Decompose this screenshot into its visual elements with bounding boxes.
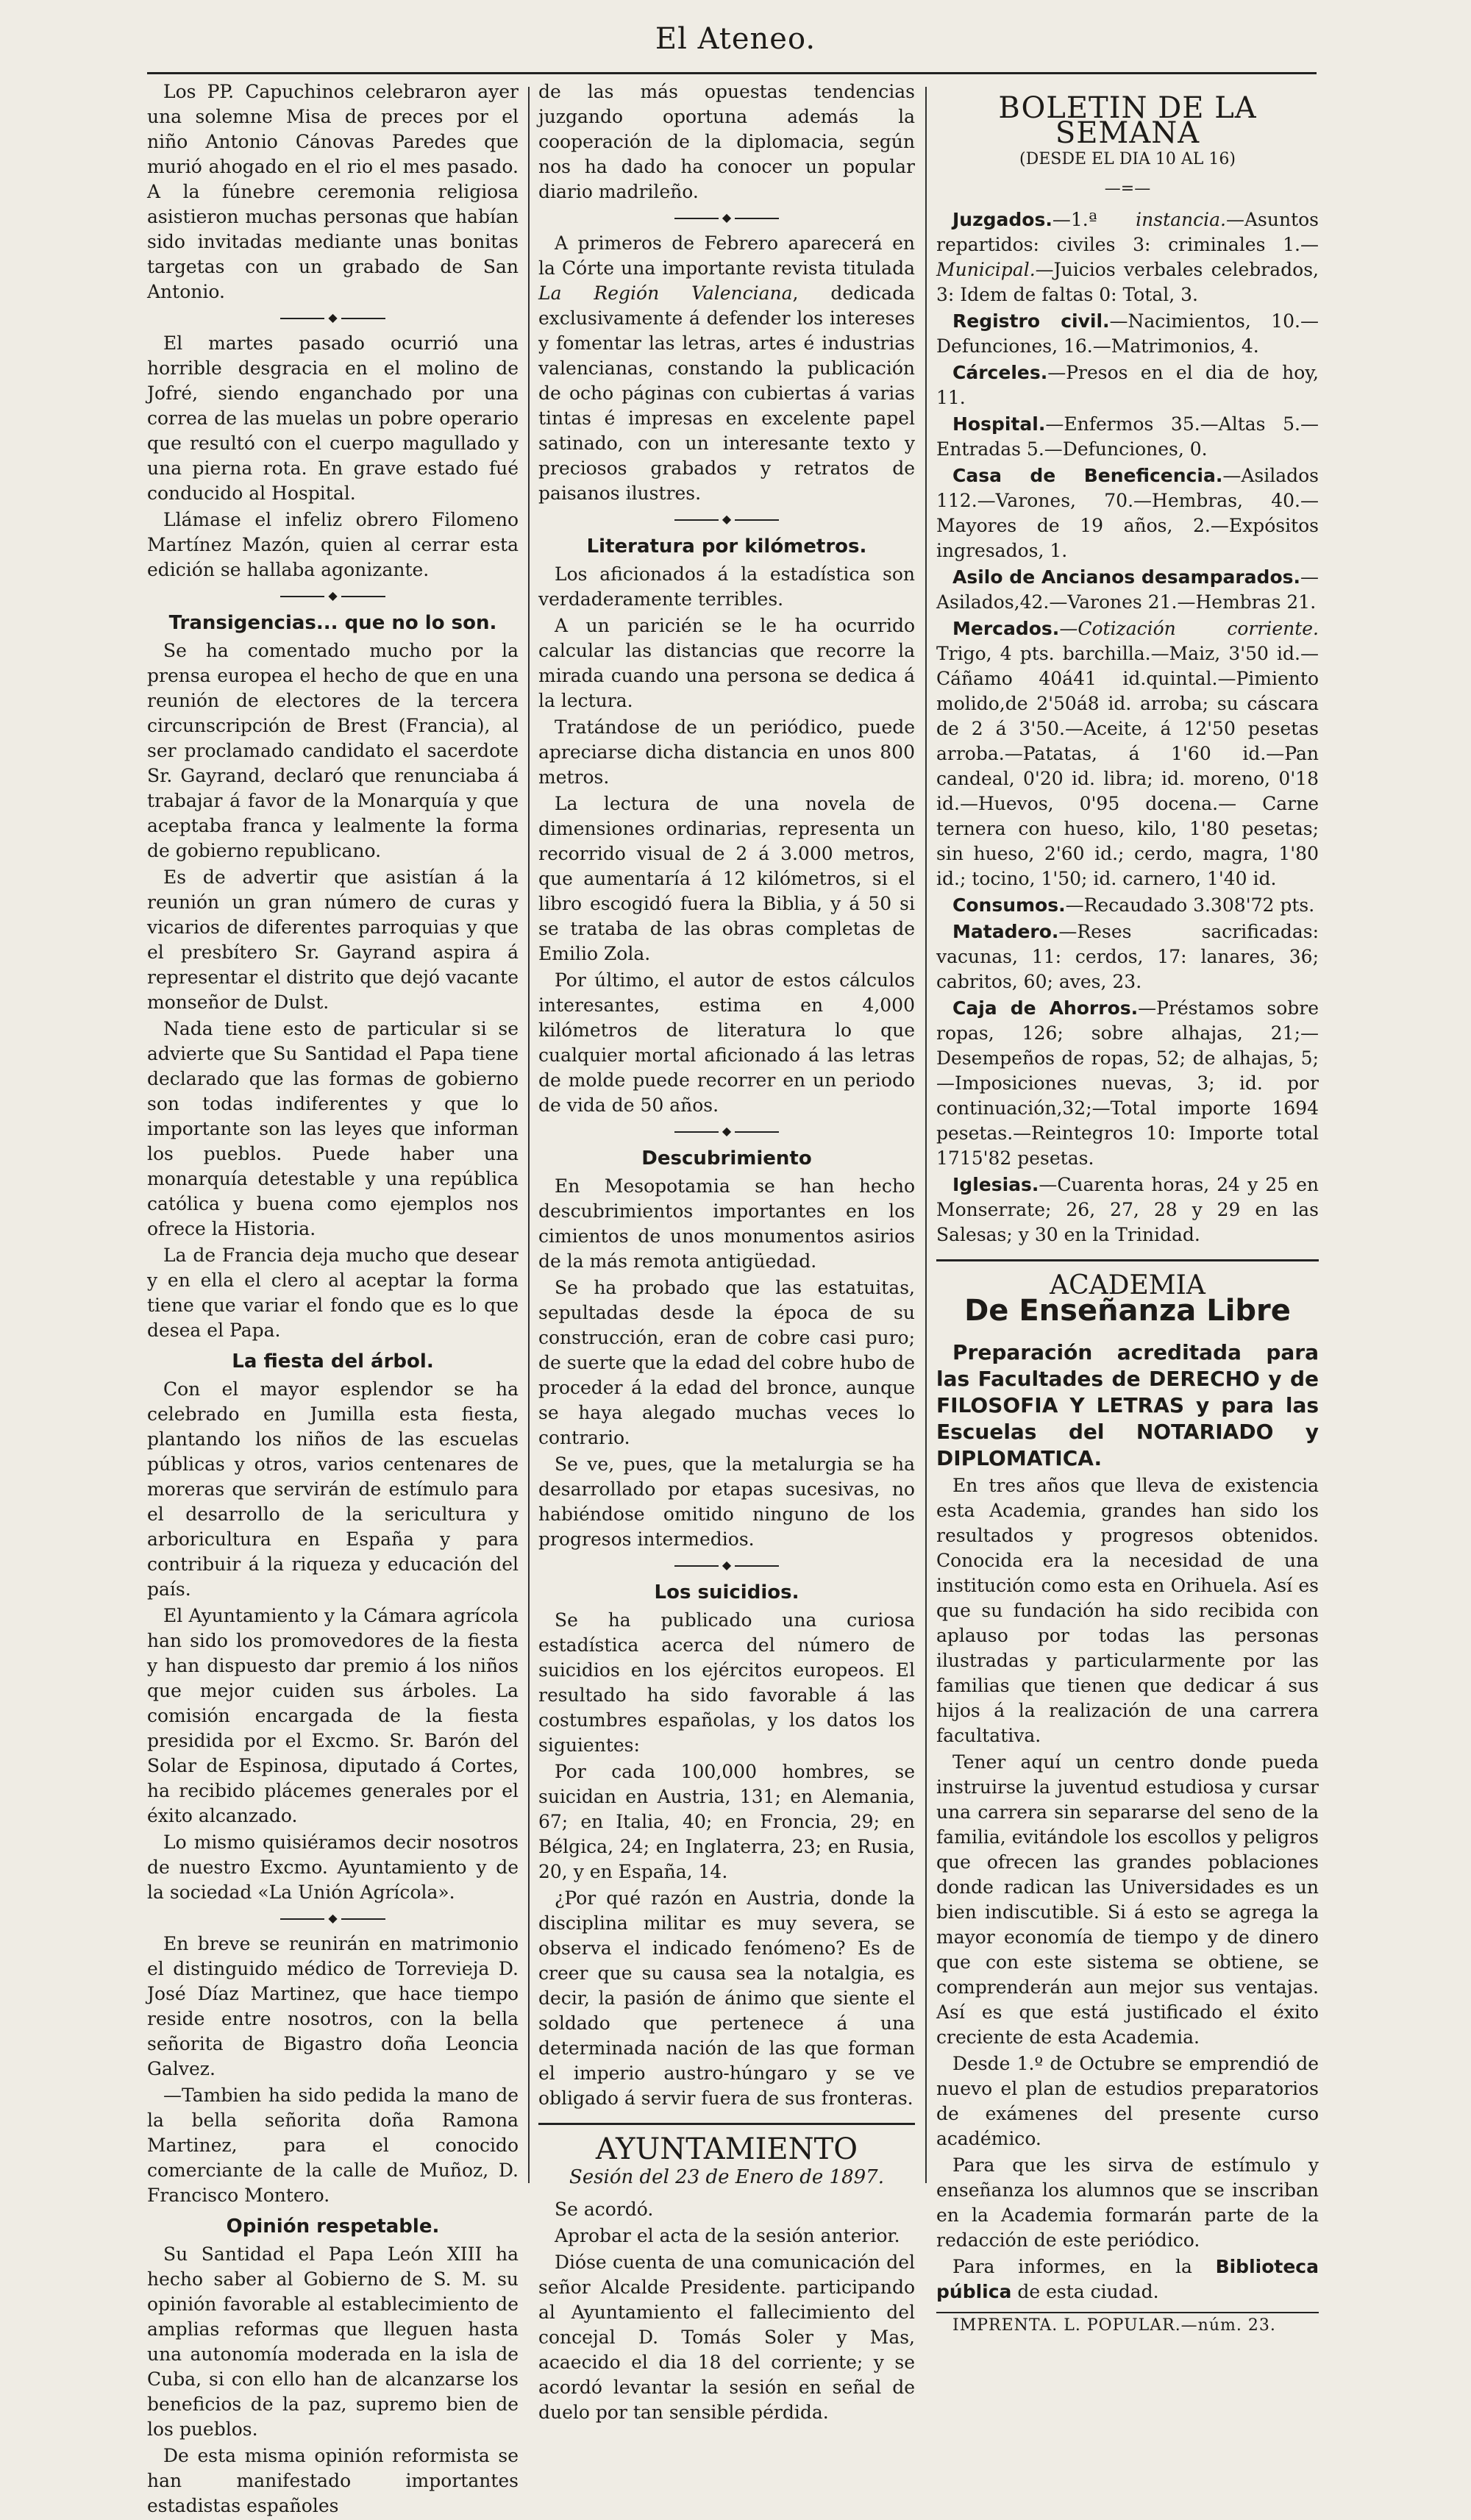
article-descubrimiento-p1: En Mesopotamia se han hecho descubrimientos importantes en los cimientos de unos monumentos asirios de la más remota antigüedad.	[538, 1175, 915, 1272]
session-date: Sesión del 23 de Enero de 1897.	[569, 2166, 884, 2188]
news-accident: El martes pasado ocurrió una horrible desgracia en el molino de Jofré, siendo enganchado por una correa de las muelas un pobre operario que resultó con el cuerpo magullado y una pierna rota. En grave estado fué conducido al Hospital.	[147, 332, 519, 504]
ayuntamiento-p1: Se acordó.	[555, 2199, 654, 2220]
academia-p1: En tres años que lleva de existencia esta Academia, grandes han sido los resultados y progresos obtenidos. Conocida era la necesidad de una institución como esta en Orihuela. Así es que su fundación ha sido recibida con aplauso por todas las personas ilustradas y particularmente por las familias que tienen que dedicar á sus hijos á la realización de una carrera facultativa.	[936, 1475, 1319, 1746]
news-matrimonio: En breve se reunirán en matrimonio el distinguido médico de Torrevieja D. José Díaz Martinez, que hace tiempo reside entre nosotros, con la bella señorita de Bigastro doña Leoncia Galvez.	[147, 1933, 519, 2079]
masthead-rule	[147, 72, 1317, 74]
separator-ornament: ◆	[538, 1556, 915, 1574]
academia-p3: Desde 1.º de Octubre se emprendió de nuevo el plan de estudios preparatorios de exámenes del presente curso académico.	[936, 2053, 1319, 2149]
ayuntamiento-p2: Aprobar el acta de la sesión anterior.	[555, 2225, 900, 2246]
boletin-asilo: Asilo de Ancianos desamparados.—Asilados,42.—Varones 21.—Hembras 21.	[936, 566, 1319, 613]
separator-ornament: ◆	[538, 510, 915, 528]
article-literatura-p1: Los aficionados á la estadística son verdaderamente terribles.	[538, 563, 915, 610]
boletin-matadero: Matadero.—Reses sacrificadas: vacunas, 11: cerdos, 17: lanares, 36; cabritos, 60; aves, 23.	[936, 921, 1319, 992]
separator-ornament: ◆	[147, 309, 519, 327]
imprint: IMPRENTA. L. POPULAR.—núm. 23.	[952, 2316, 1276, 2335]
boletin-carceles: Cárceles.—Presos en el dia de hoy, 11.	[936, 362, 1319, 408]
boletin-consumos: Consumos.—Recaudado 3.308'72 pts.	[952, 894, 1315, 916]
article-fiesta-p2: El Ayuntamiento y la Cámara agrícola han sido los promovedores de la fiesta y han dispuesto dar premio á los niños que mejor cuiden sus árboles. La comisión encargada de la fiesta presidida por el Excmo. Sr. Barón del Solar de Espinosa, diputado á Cortes, ha recibido plácemes generales por el éxito alcanzado.	[147, 1605, 519, 1826]
boletin-iglesias: Iglesias.—Cuarenta horas, 24 y 25 en Monserrate; 26, 27, 28 y 29 en las Salesas; y 30 en la Trinidad.	[936, 1174, 1319, 1245]
masthead-title: El Ateneo.	[655, 22, 816, 56]
boletin-juzgados: Juzgados.—1.ª instancia.—Asuntos repartidos: civiles 3: criminales 1.—Municipal.—Juicios verbales celebrados, 3: Idem de faltas 0: Total, 3.	[936, 209, 1319, 305]
academia-p2: Tener aquí un centro donde pueda instruirse la juventud estudiosa y cursar una carrera sin separarse del seno de la familia, evitándole los escollos y peligros que ofrecen las grandes poblaciones donde radican las Universidades es un bien indiscutible. Si á esto se agrega la mayor economía de tiempo y de dinero que con este sistema se obtiene, se comprenderán aun mejor sus ventajas. Así es que está justificado el éxito creciente de esta Academia.	[936, 1751, 1319, 2048]
boletin-hospital: Hospital.—Enfermos 35.—Altas 5.—Entradas 5.—Defunciones, 0.	[936, 413, 1319, 460]
section-rule	[936, 1259, 1319, 1261]
article-descubrimiento-p3: Se ve, pues, que la metalurgia se ha desarrollado por etapas sucesivas, no habiéndose omitido ninguno de los progresos intermedios.	[538, 1453, 915, 1550]
column-1	[147, 79, 519, 2520]
article-fiesta-p3: Lo mismo quisiéramos decir nosotros de nuestro Excmo. Ayuntamiento y de la sociedad «La Unión Agrícola».	[147, 1832, 519, 1903]
separator-ornament: ◆	[147, 1909, 519, 1927]
column-divider	[925, 87, 927, 2183]
article-transigencias-p1: Se ha comentado mucho por la prensa europea el hecho de que en una reunión de electores de la tercera circunscripción de Brest (Francia), al ser proclamado candidato el sacerdote Sr. Gayrand, declaró que renunciaba á trabajar á favor de la Monarquía y que aceptaba franca y lealmente la forma de gobierno republicano.	[147, 640, 519, 861]
article-literatura-p5: Por último, el autor de estos cálculos interesantes, estima en 4,000 kilómetros de literatura lo que cualquier mortal aficionado á las letras de molde puede recorrer en un periodo de vida de 50 años.	[538, 969, 915, 1116]
article-opinion-continued: de las más opuestas tendencias juzgando oportuna además la cooperación de la diplomacia, según nos ha dado ha conocer un popular diario madrileño.	[538, 81, 915, 202]
boletin-registro: Registro civil.—Nacimientos, 10.—Defunciones, 16.—Matrimonios, 4.	[936, 310, 1319, 357]
article-suicidios-p1: Se ha publicado una curiosa estadística acerca del número de suicidios en los ejércitos europeos. El resultado ha sido favorable á las costumbres españolas, y los datos los siguientes:	[538, 1609, 915, 1756]
news-accident-victim: Llámase el infeliz obrero Filomeno Martínez Mazón, quien al cerrar esta edición se hallaba agonizante.	[147, 509, 519, 580]
news-capuchinos: Los PP. Capuchinos celebraron ayer una solemne Misa de preces por el niño Antonio Cánovas Paredes que murió ahogado en el rio el mes pasado. A la fúnebre ceremonia religiosa asistieron muchas personas que habían sido invitadas mediante unas bonitas targetas con un grabado de San Antonio.	[147, 81, 519, 302]
ayuntamiento-p3: Dióse cuenta de una comunicación del señor Alcalde Presidente. participando al Ayuntamiento el fallecimiento del concejal D. Tomás Soler y Mas, acaecido el dia 18 del corriente; y se acordó levantar la sesión en señal de duelo por tan sensible pérdida.	[538, 2252, 915, 2423]
heading-suicidios: Los suicidios.	[654, 1581, 799, 1604]
article-suicidios-p2: Por cada 100,000 hombres, se suicidan en Austria, 131; en Alemania, 67; en Italia, 40; en Froncia, 29; en Bélgica, 24; en Inglaterra, 23; en Rusia, 20, y en España, 14.	[538, 1761, 915, 1882]
boletin-caja-ahorros: Caja de Ahorros.—Préstamos sobre ropas, 126; sobre alhajas, 21;—Desempeños de ropas, 52; de alhajas, 5;—Imposiciones nuevas, 3; id. por continuación,32;—Total importe 1694 pesetas.—Reintegros 10: Importe total 1715'82 pesetas.	[936, 997, 1319, 1169]
article-transigencias-p2: Es de advertir que asistían á la reunión un gran número de curas y vicarios de diferentes parroquias y que el presbítero Sr. Gayrand aspira á representar el distrito que dejó vacante monseñor de Dulst.	[147, 866, 519, 1013]
news-revista: A primeros de Febrero aparecerá en la Córte una importante revista titulada La Región Valenciana, dedicada exclusivamente á defender los intereses y fomentar las letras, artes é industrias valencianas, constando la publicación de ocho páginas con cubiertas á varias tintas é impresas en excelente papel satinado, con un interesante texto y preciosos grabados y retratos de paisanos ilustres.	[538, 232, 915, 504]
column-3	[936, 79, 1319, 2340]
separator-ornament: ◆	[147, 587, 519, 605]
article-suicidios-p3: ¿Por qué razón en Austria, donde la disciplina militar es muy severa, se observa el indicado fenómeno? Es de creer que su causa sea la notalgia, es decir, la pasión de ánimo que siente el soldado que pertenece á una determinada nación de las que forman el imperio austro-húngaro y se ve obligado á servir fuera de sus fronteras.	[538, 1887, 915, 2109]
article-fiesta-p1: Con el mayor esplendor se ha celebrado en Jumilla esta fiesta, plantando los niños de las escuelas públicas y otros, varios centenares de moreras que servirán de estímulo para el desarrollo de la sericultura y arboricultura en España y para contribuir á la riqueza y educación del país.	[147, 1378, 519, 1600]
article-opinion-p2: De esta misma opinión reformista se han manifestado importantes estadistas españoles	[147, 2445, 519, 2516]
separator-ornament: ◆	[538, 209, 915, 227]
heading-academia: ACADEMIA	[1050, 1270, 1205, 1300]
academia-preparacion: Preparación acreditada para las Facultades de DERECHO y de FILOSOFIA Y LETRAS y para las Escuelas del NOTARIADO y DIPLOMATICA.	[936, 1340, 1319, 1470]
heading-descubrimiento: Descubrimiento	[641, 1147, 812, 1170]
heading-opinion: Opinión respetable.	[226, 2215, 440, 2238]
academia-p4: Para que les sirva de estímulo y enseñanza los alumnos que se inscriban en la Academia formarán parte de la redacción de este periódico.	[936, 2154, 1319, 2251]
news-pedida: —Tambien ha sido pedida la mano de la bella señorita doña Ramona Martinez, para el conocido comerciante de la calle de Muñoz, D. Francisco Montero.	[147, 2085, 519, 2206]
heading-boletin: BOLETIN DE LA SEMANA	[998, 91, 1257, 150]
article-literatura-p3: Tratándose de un periódico, puede apreciarse dicha distancia en unos 800 metros.	[538, 716, 915, 788]
article-descubrimiento-p2: Se ha probado que las estatuitas, sepultadas desde la época de su construcción, eran de cobre casi puro; de suerte que la edad del cobre hubo de proceder á la edad del bronce, aunque se haya alegado muchas veces lo contrario.	[538, 1277, 915, 1448]
boletin-beneficencia: Casa de Beneficencia.—Asilados 112.—Varones, 70.—Hembras, 40.—Mayores de 19 años, 2.—Expósitos ingresados, 1.	[936, 465, 1319, 561]
heading-transigencias: Transigencias... que no lo son.	[168, 612, 497, 634]
heading-fiesta-arbol: La fiesta del árbol.	[232, 1350, 434, 1373]
article-transigencias-p3: Nada tiene esto de particular si se advierte que Su Santidad el Papa tiene declarado que las formas de gobierno son todas indiferentes y que lo importante son las leyes que informan los pueblos. Puede haber una monarquía detestable y una república católica y buena como ejemplos nos ofrece la Historia.	[147, 1018, 519, 1239]
boletin-mercados: Mercados.—Cotización corriente. Trigo, 4 pts. barchilla.—Maiz, 3'50 id.—Cáñamo 40á41 id.quintal.—Pimiento molido,de 2'50á8 id. arroba; su cáscara de 2 á 3'50.—Aceite, á 12'50 pesetas arroba.—Patatas, á 1'60 id.—Pan candeal, 0'20 id. libra; id. moreno, 0'18 id.—Huevos, 0'95 docena.— Carne ternera con hueso, kilo, 1'80 pesetas; sin hueso, 2'60 id.; cerdo, magra, 1'80 id.; tocino, 1'50; id. carnero, 1'40 id.	[936, 618, 1319, 889]
section-rule	[538, 2123, 915, 2125]
academia-informes: Para informes, en la Biblioteca pública de esta ciudad.	[936, 2256, 1319, 2302]
heading-ensenanza-libre: De Enseñanza Libre	[964, 1294, 1291, 1328]
column-divider	[528, 87, 530, 2183]
article-transigencias-p4: La de Francia deja mucho que desear y en ella el clero al aceptar la forma tiene que variar el fondo que es lo que desea el Papa.	[147, 1245, 519, 1341]
boletin-ornament: —=—	[1104, 179, 1151, 198]
separator-ornament: ◆	[538, 1122, 915, 1140]
article-opinion-p1: Su Santidad el Papa León XIII ha hecho saber al Gobierno de S. M. su opinión favorable al establecimiento de amplias reformas que lleguen hasta una autonomía moderada en la isla de Cuba, si con ello han de alcanzarse los beneficios de la paz, supremo bien de los pueblos.	[147, 2243, 519, 2440]
article-literatura-p4: La lectura de una novela de dimensiones ordinarias, representa un recorrido visual de 2 á 3.000 metros, que aumentaría á 12 kilómetros, si el libro escogidó fuera la Biblia, y á 50 si se trataba de las obras completas de Emilio Zola.	[538, 793, 915, 964]
boletin-dates: (DESDE EL DIA 10 AL 16)	[1019, 150, 1236, 168]
article-literatura-p2: A un paricién se le ha ocurrido calcular las distancias que recorre la mirada cuando una persona se dedica á la lectura.	[538, 615, 915, 711]
heading-ayuntamiento: AYUNTAMIENTO	[595, 2132, 858, 2166]
column-2	[538, 79, 915, 2427]
heading-literatura: Literatura por kilómetros.	[586, 535, 867, 558]
